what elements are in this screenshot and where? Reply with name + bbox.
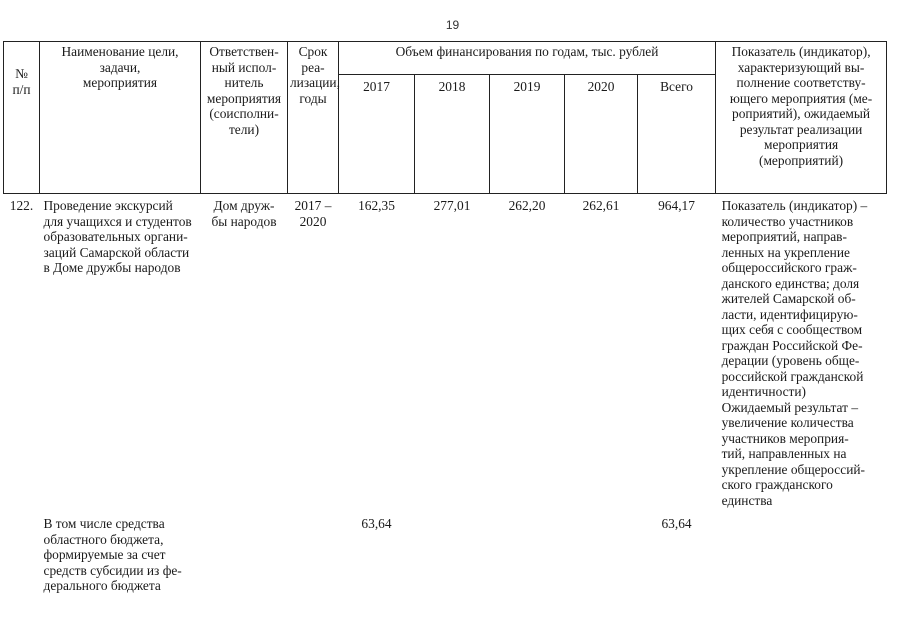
header-year-2019: 2019: [490, 75, 565, 194]
row-value-2019: 262,20: [508, 198, 546, 213]
row-value-2019: [490, 511, 565, 597]
row-executor: Дом друж- бы народов: [211, 198, 277, 229]
row-indicator: Показатель (индикатор) – количество участников мероприятий, направ- ленных на укрепление общероссийского граж- данского единства; доля жителей Самарской об- ласти, идентифицирую- щих себя с сообществом граждан Российской Фе- дерации (уровень обще- российской гражданской идентичности) Ожидаемый результат – увеличение количества участников мероприя- тий, направленных на укрепление общероссий- ского гражданского единства: [721, 198, 868, 508]
header-total: Всего: [638, 75, 716, 194]
table-header-row: [4, 42, 887, 75]
header-year-2017: 2017: [339, 75, 415, 194]
header-executor: Ответствен- ный испол- нитель мероприятия (соисполни- тели): [201, 42, 288, 194]
row-indicator: [716, 511, 887, 597]
page-number: 19: [445, 18, 460, 32]
row-total: 964,17: [658, 198, 695, 213]
row-total: 63,64: [661, 516, 692, 531]
header-term: Срок реа- лизации, годы: [288, 42, 339, 194]
table-row: [4, 511, 887, 597]
row-term: 2017 – 2020: [294, 198, 332, 229]
funding-plan-table: [3, 41, 887, 597]
row-num: [4, 511, 40, 597]
row-name: В том числе средства областного бюджета, формируемые за счет средств субсидии из фе- дерального бюджета: [43, 516, 182, 593]
row-executor: [201, 511, 288, 597]
row-num: 122.: [9, 198, 34, 213]
row-name: Проведение экскурсий для учащихся и студентов образовательных органи- заций Самарской области в Доме дружбы народов: [43, 198, 192, 275]
row-term: [288, 511, 339, 597]
header-year-2020: 2020: [565, 75, 638, 194]
row-value-2017: 63,64: [361, 516, 392, 531]
header-name: Наименование цели, задачи, мероприятия: [40, 42, 201, 194]
row-value-2017: 162,35: [358, 198, 395, 213]
header-num: № п/п: [4, 42, 40, 194]
table-row: [4, 194, 887, 512]
row-value-2018: [415, 511, 490, 597]
row-value-2020: [565, 511, 638, 597]
header-indicator: Показатель (индикатор), характеризующий вы- полнение соответству- ющего мероприятия (ме- роприятий), ожидаемый результат реализации мероприятия (мероприятий): [716, 42, 887, 194]
row-value-2020: 262,61: [582, 198, 620, 213]
header-year-2018: 2018: [415, 75, 490, 194]
header-funding-title: Объем финансирования по годам, тыс. рублей: [339, 42, 716, 75]
row-value-2018: 277,01: [433, 198, 471, 213]
